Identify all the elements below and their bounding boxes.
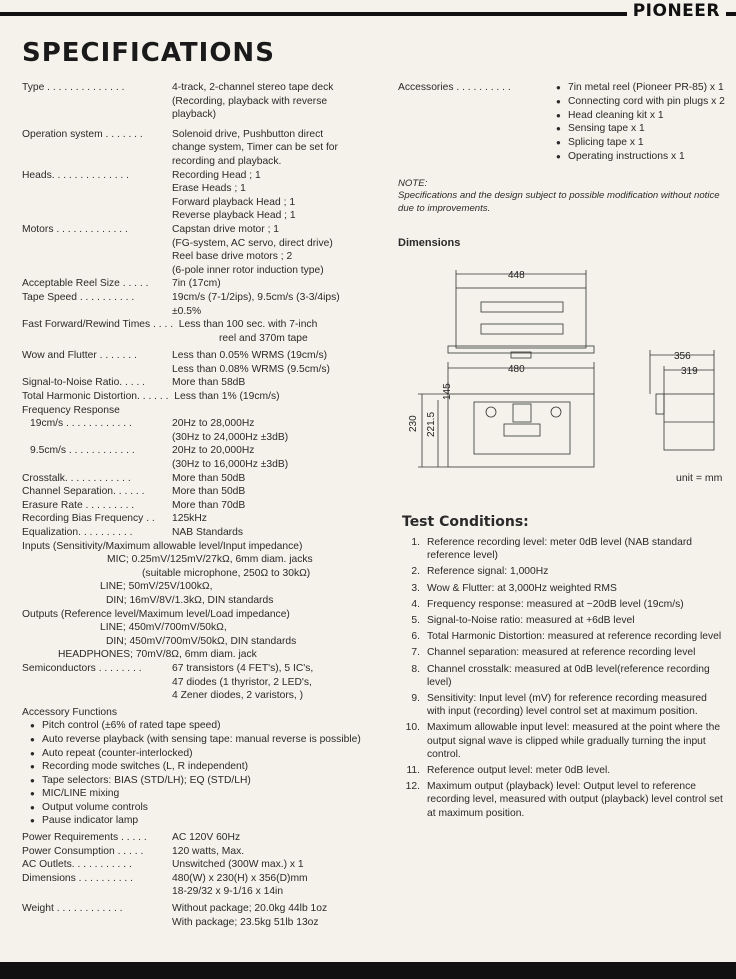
list-item: ● Head cleaning kit x 1 [548,109,728,123]
list-item: 9. Sensitivity: Input level (mV) for reference recording measured with input (recording) level control set at maximum position. [411,693,707,718]
spec-outputs: Outputs (Reference level/Maximum level/Load impedance) LINE; 450mV/700mV/50kΩ, DIN; 450mV/700mV/50kΩ, DIN standards HEADPHONES; 70mV/8Ω, 6mm diam. jack [22,608,297,661]
list-item: 1. Reference recording level: meter 0dB level (NAB standard reference level) [411,537,692,562]
spec-power-requirements: Power Requirements . . . . . AC 120V 60Hz [22,832,241,844]
front-view-panel [474,402,570,454]
spec-reel-size: Acceptable Reel Size . . . . . 7in (17cm) [22,278,221,290]
bottom-bar [0,962,736,979]
list-item: ● Tape selectors: BIAS (STD/LH); EQ (STD/LH) [22,774,367,788]
brand-logo: PIONEER [627,0,726,22]
list-item: 2. Reference signal: 1,000Hz [411,566,549,578]
list-item: ● Pitch control (±6% of rated tape speed) [22,719,367,733]
specifications-list [22,81,367,929]
front-view-body [448,394,594,467]
spec-semiconductors: Semiconductors . . . . . . . . 67 transistors (4 FET's), 5 IC's, 47 diodes (1 thyristor, 2 LED's, 4 Zener diodes, 2 varistors, ) [22,662,314,702]
top-view-meter [481,302,563,312]
spec-inputs: Inputs (Sensitivity/Maximum allowable level/Input impedance) MIC; 0.25mV/125mV/27kΩ, 6mm diam. jacks (suitable microphone, 250Ω to 30kΩ) LINE; 50mV/25V/100kΩ, DIN; 16mV/8V/1.3kΩ, DIN standards [22,540,313,606]
list-item: ● Sensing tape x 1 [548,122,728,136]
top-view-meter [481,324,563,334]
list-item: ● Auto reverse playback (with sensing tape: manual reverse is possible) [22,733,367,747]
dim-label-319: 319 [681,366,698,377]
spec-tape-speed: Tape Speed . . . . . . . . . . 19cm/s (7-1/2ips), 9.5cm/s (3-3/4ips) ±0.5% [22,291,340,317]
list-item: ● 7in metal reel (Pioneer PR-85) x 1 [548,81,728,95]
spec-ac-outlets: AC Outlets. . . . . . . . . . . Unswitched (300W max.) x 1 [22,859,304,871]
front-view-head-block [513,404,531,422]
top-view-body [456,288,586,348]
spec-ff-rewind: Fast Forward/Rewind Times . . . . Less than 100 sec. with 7-inch reel and 370m tape [22,319,318,344]
dim-label-230: 230 [408,415,419,432]
spec-freq-19: 19cm/s . . . . . . . . . . . . 20Hz to 28,000Hz (30Hz to 24,000Hz ±3dB) [30,418,289,443]
spec-wow-flutter: Wow and Flutter . . . . . . . Less than 0.05% WRMS (19cm/s) Less than 0.08% WRMS (9.5cm/s) [22,350,330,375]
right-column [398,81,728,215]
list-item: 3. Wow & Flutter: at 3,000Hz weighted RMS [411,582,617,594]
spec-crosstalk: Crosstalk. . . . . . . . . . . . More than 50dB [22,472,246,484]
list-item: 11. Reference output level: meter 0dB level. [406,765,611,777]
spec-thd: Total Harmonic Distortion. . . . . . Less than 1% (19cm/s) [22,391,280,403]
list-item: 8. Channel crosstalk: measured at 0dB level(reference recording level) [411,663,710,688]
list-item: 5. Signal-to-Noise ratio: measured at +6dB level [411,615,635,627]
test-conditions-title: Test Conditions: [402,514,529,530]
list-item: 10. Maximum allowable input level: measured at the point where the output signal wave is clipped while gradually turning the input control. [405,722,721,760]
dim-label-448: 448 [508,270,525,281]
spec-accessory-functions: Accessory Functions ● Pitch control (±6% of rated tape speed) ● Auto reverse playback (with sensing tape: manual reverse is possible) ● Auto repeat (counter-interlocked) ● Recording mode switches (L, R independent) ● Tape selectors: BIAS (STD/LH); EQ (STD/LH) ● MIC/LINE mixing ● Output volume controls ● Pause indicator lamp [22,706,367,828]
dim-label-145: 145 [442,383,453,400]
front-view-reel [551,407,561,417]
list-item: 4. Frequency response: measured at −20dB level (19cm/s) [411,598,684,610]
list-item: ● Splicing tape x 1 [548,136,728,150]
spec-freq-95: 9.5cm/s . . . . . . . . . . . . 20Hz to 20,000Hz (30Hz to 16,000Hz ±3dB) [30,445,289,471]
spec-weight: Weight . . . . . . . . . . . . Without package; 20.0kg 44lb 1oz With package; 23.5kg 51lb 13oz [22,903,328,928]
dimensions-title: Dimensions [398,237,461,249]
spec-operation-system: Operation system . . . . . . . Solenoid drive, Pushbutton direct change system, Timer can be set for recording and playback. [22,128,338,167]
list-item: 6. Total Harmonic Distortion: measured at reference recording level [411,631,722,643]
list-item: ● Auto repeat (counter-interlocked) [22,747,367,761]
brand-rule [0,12,736,16]
spec-bias-frequency: Recording Bias Frequency . . 125kHz [22,513,207,525]
spec-dimensions: Dimensions . . . . . . . . . . 480(W) x 230(H) x 356(D)mm 18-29/32 x 9-1/16 x 14in [22,872,308,898]
list-item: ● Operating instructions x 1 [548,150,728,164]
list-item: ● Pause indicator lamp [22,814,367,828]
list-item: 7. Channel separation: measured at reference recording level [411,647,696,659]
spec-type: Type . . . . . . . . . . . . . . 4-track, 2-channel stereo tape deck (Recording, playback with reverse playback) [22,82,334,121]
side-view-knob [656,394,664,414]
test-conditions-list [398,536,728,823]
spec-equalization: Equalization. . . . . . . . . . NAB Standards [22,527,243,538]
list-item: 12. Maximum output (playback) level: Output level to reference recording level, measured with output (playback) level control set at maximum position. [405,781,723,819]
spec-frequency-response-title: Frequency Response [22,404,120,416]
list-item: ● Connecting cord with pin plugs x 2 [548,95,728,109]
dim-label-480: 480 [508,364,525,375]
spec-power-consumption: Power Consumption . . . . . 120 watts, Max. [22,845,245,857]
list-item: ● Output volume controls [22,801,367,815]
page-title: SPECIFICATIONS [22,38,275,68]
front-view-controls [504,424,540,436]
dimensions-diagram [396,262,732,487]
front-view-reel [486,407,496,417]
unit-label: unit = mm [676,472,723,484]
spec-channel-separation: Channel Separation. . . . . . More than 50dB [22,486,246,498]
spec-heads: Heads. . . . . . . . . . . . . . Recording Head ; 1 Erase Heads ; 1 Forward playback Head ; 1 Reverse playback Head ; 1 [22,169,296,222]
brand-bar [0,0,736,22]
dim-label-221-5: 221.5 [426,411,437,437]
spec-motors: Motors . . . . . . . . . . . . . Capstan drive motor ; 1 (FG-system, AC servo, direct drive) Reel base drive motors ; 2 (6-pole inner rotor induction type) [22,223,333,276]
list-item: ● Recording mode switches (L, R independent) [22,760,367,774]
dim-label-356: 356 [674,351,691,362]
spec-snr: Signal-to-Noise Ratio. . . . . More than 58dB [22,377,246,389]
list-item: ● MIC/LINE mixing [22,787,367,801]
note: NOTE: Specifications and the design subject to possible modification without notice due to improvements. [398,177,720,214]
spec-accessories: Accessories . . . . . . . . . . ● 7in metal reel (Pioneer PR-85) x 1 ● Connecting cord with pin plugs x 2 ● Head cleaning kit x 1 ● Sensing tape x 1 ● Splicing tape x 1 ● Operating instructions x 1 [398,81,728,164]
spec-erasure-rate: Erasure Rate . . . . . . . . . More than 70dB [22,499,246,511]
